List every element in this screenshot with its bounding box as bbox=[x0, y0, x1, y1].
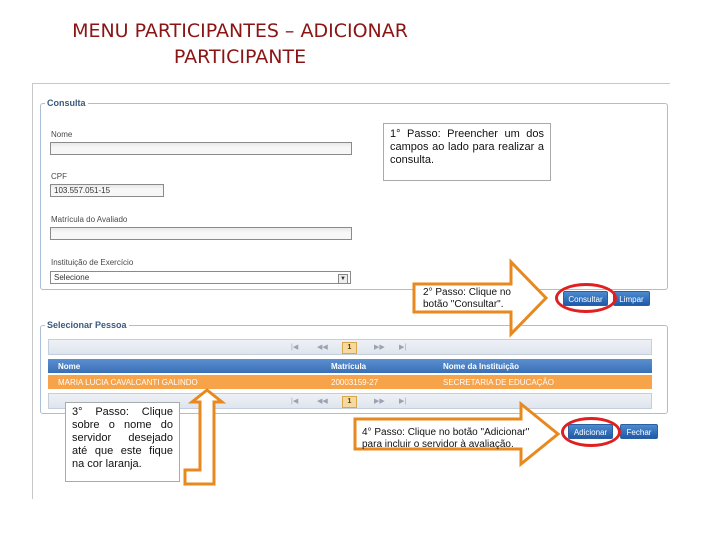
step4-text: 4° Passo: Clique no botão "Adicionar" para incluir o servidor à avaliação. bbox=[362, 427, 530, 450]
nome-label: Nome bbox=[51, 130, 73, 139]
cpf-label: CPF bbox=[51, 172, 67, 181]
current-page[interactable]: 1 bbox=[342, 396, 357, 408]
next-page-icon[interactable]: ▶▶ bbox=[374, 344, 385, 351]
adicionar-button[interactable]: Adicionar bbox=[568, 424, 613, 439]
limpar-button[interactable]: Limpar bbox=[613, 291, 650, 306]
prev-page-icon[interactable]: ◀◀ bbox=[317, 344, 328, 351]
row-matricula: 20003159-27 bbox=[331, 378, 379, 387]
slide-title-line2: PARTICIPANTE bbox=[173, 46, 307, 68]
col-nome[interactable]: Nome bbox=[58, 362, 81, 371]
next-page-icon[interactable]: ▶▶ bbox=[374, 398, 385, 405]
prev-page-icon[interactable]: ◀◀ bbox=[317, 398, 328, 405]
first-page-icon[interactable]: |◀ bbox=[291, 344, 299, 351]
fechar-button[interactable]: Fechar bbox=[620, 424, 658, 439]
step3-callout: 3° Passo: Clique sobre o nome do servidor desejado até que este fique na cor laranja. bbox=[65, 402, 180, 482]
consulta-legend: Consulta bbox=[47, 98, 86, 108]
step3-arrow bbox=[185, 390, 222, 484]
last-page-icon[interactable]: ▶| bbox=[399, 344, 407, 351]
step2-text: 2° Passo: Clique no botão "Consultar". bbox=[423, 287, 511, 310]
instituicao-label: Instituição de Exercício bbox=[51, 258, 134, 267]
row-nome: MARIA LUCIA CAVALCANTI GALINDO bbox=[58, 378, 198, 387]
step1-callout: 1° Passo: Preencher um dos campos ao lado para realizar a consulta. bbox=[383, 123, 551, 181]
last-page-icon[interactable]: ▶| bbox=[399, 398, 407, 405]
matricula-label: Matrícula do Avaliado bbox=[51, 215, 128, 224]
cpf-input[interactable]: 103.557.051-15 bbox=[50, 184, 164, 197]
col-matricula[interactable]: Matrícula bbox=[331, 362, 367, 371]
current-page[interactable]: 1 bbox=[342, 342, 357, 354]
row-instituicao: SECRETARIA DE EDUCAÇÃO bbox=[443, 378, 554, 387]
instituicao-select-value: Selecione bbox=[54, 273, 90, 282]
selecionar-legend: Selecionar Pessoa bbox=[47, 320, 127, 330]
first-page-icon[interactable]: |◀ bbox=[291, 398, 299, 405]
col-instituicao[interactable]: Nome da Instituição bbox=[443, 362, 520, 371]
chevron-down-icon[interactable]: ▼ bbox=[338, 274, 348, 284]
consultar-button[interactable]: Consultar bbox=[563, 291, 608, 306]
slide-title-line1: MENU PARTICIPANTES – ADICIONAR bbox=[72, 20, 408, 42]
